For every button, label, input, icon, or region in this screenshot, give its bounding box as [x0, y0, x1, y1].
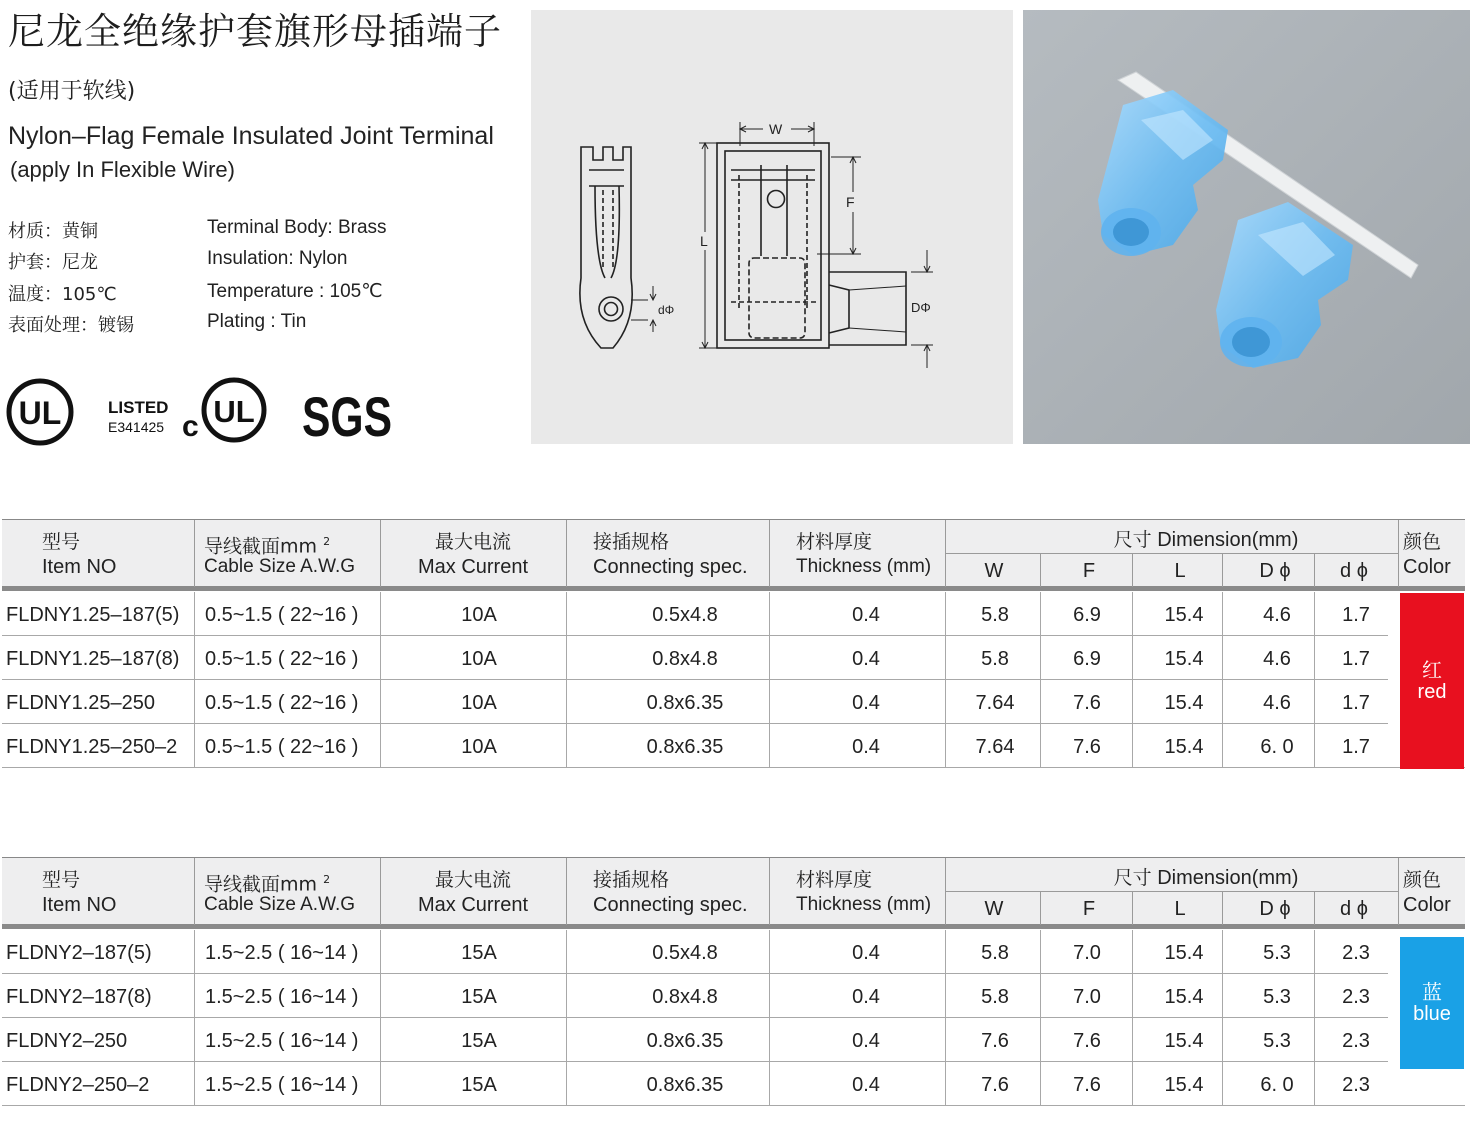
column-separator	[1222, 1018, 1223, 1062]
dim-big-d-cell: 6. 0	[1260, 1074, 1294, 1096]
column-separator	[945, 1018, 946, 1062]
column-separator	[1040, 1062, 1041, 1106]
column-separator	[1222, 680, 1223, 724]
header-separator	[769, 858, 770, 925]
column-separator	[945, 636, 946, 680]
dim-small-d-cell: 2.3	[1342, 942, 1370, 964]
header-cable-sup: 2	[323, 535, 331, 548]
column-separator	[1314, 1018, 1315, 1062]
max-current-cell: 15A	[461, 942, 497, 964]
dim-w-cell: 5.8	[981, 942, 1009, 964]
cable-size-cell: 1.5~2.5 ( 16~14 )	[205, 942, 359, 964]
dim-label-big-d: DΦ	[911, 300, 931, 315]
dim-f-cell: 7.6	[1073, 692, 1101, 714]
header-item-en: Item NO	[42, 894, 117, 916]
dim-small-d-cell: 2.3	[1342, 986, 1370, 1008]
cul-c-letter: c	[182, 410, 199, 443]
column-separator	[194, 1018, 195, 1062]
item-no-cell: FLDNY1.25–187(8)	[6, 648, 180, 670]
column-separator	[769, 636, 770, 680]
header-current-cn: 最大电流	[434, 531, 512, 553]
table-row	[2, 930, 1388, 974]
cable-size-cell: 0.5~1.5 ( 22~16 )	[205, 648, 359, 670]
column-separator	[194, 724, 195, 768]
product-title-en: Nylon–Flag Female Insulated Joint Terminal	[8, 122, 494, 150]
sgs-logo-icon	[300, 382, 395, 448]
header-cable-size	[204, 858, 384, 925]
header-separator	[1398, 520, 1399, 587]
header-dim-small-d: d ϕ	[1340, 898, 1368, 920]
header-separator	[1398, 858, 1399, 925]
column-separator	[566, 724, 567, 768]
column-separator	[380, 930, 381, 974]
ul-logo-text: UL	[18, 395, 62, 431]
cable-size-cell: 0.5~1.5 ( 22~16 )	[205, 736, 359, 758]
header-cable-en: Cable Size A.W.G	[204, 894, 356, 915]
header-dimension	[1114, 525, 1299, 552]
max-current-cell: 15A	[461, 1030, 497, 1052]
listed-number: E341425	[108, 419, 165, 435]
dim-w-cell: 5.8	[981, 648, 1009, 670]
item-no-cell: FLDNY1.25–250–2	[6, 736, 178, 758]
header-dim-w: W	[984, 898, 1004, 920]
cul-ul-text: UL	[213, 394, 255, 429]
dim-f-cell: 6.9	[1073, 604, 1101, 626]
cul-listed-logo-icon	[106, 376, 276, 446]
column-separator	[1132, 1062, 1133, 1106]
cable-size-cell: 0.5~1.5 ( 22~16 )	[205, 692, 359, 714]
column-separator	[769, 724, 770, 768]
header-separator	[1222, 554, 1223, 587]
terminal-photo-illustration	[1023, 10, 1470, 444]
header-connect-cn: 接插规格	[593, 531, 670, 553]
column-separator	[1314, 636, 1315, 680]
header-dim-cn: 尺寸	[1113, 529, 1152, 551]
thickness-cell: 0.4	[852, 692, 880, 714]
column-separator	[1314, 930, 1315, 974]
table-header	[2, 519, 1465, 591]
max-current-cell: 10A	[461, 648, 497, 670]
max-current-cell: 15A	[461, 1074, 497, 1096]
connecting-spec-cell: 0.8x6.35	[646, 1074, 724, 1096]
header-thickness	[796, 520, 946, 587]
dim-big-d-cell: 4.6	[1263, 692, 1291, 714]
connecting-spec-cell: 0.8x6.35	[646, 692, 724, 714]
header-connect-en: Connecting spec.	[593, 556, 748, 578]
header-separator	[1314, 892, 1315, 925]
header-current-cn: 最大电流	[434, 869, 512, 891]
header-separator	[566, 520, 567, 587]
column-separator	[945, 680, 946, 724]
color-label-cn: 红	[1422, 658, 1442, 682]
dim-label-w: W	[769, 121, 783, 137]
header-thick-cn: 材料厚度	[796, 531, 873, 553]
thickness-cell: 0.4	[852, 1074, 880, 1096]
column-separator	[566, 1018, 567, 1062]
column-separator	[945, 974, 946, 1018]
header-cable-size	[204, 520, 384, 587]
header-connect-en: Connecting spec.	[593, 894, 748, 916]
column-separator	[769, 1018, 770, 1062]
column-separator	[1132, 974, 1133, 1018]
column-separator	[194, 636, 195, 680]
product-subtitle-en: (apply In Flexible Wire)	[10, 157, 235, 182]
column-separator	[1222, 592, 1223, 636]
column-separator	[566, 592, 567, 636]
header-max-current	[380, 858, 566, 925]
item-no-cell: FLDNY2–250–2	[6, 1074, 150, 1096]
connecting-spec-cell: 0.8x6.35	[646, 1030, 724, 1052]
max-current-cell: 15A	[461, 986, 497, 1008]
column-separator	[380, 1018, 381, 1062]
column-separator	[380, 974, 381, 1018]
dim-l-cell: 15.4	[1164, 736, 1204, 758]
header-current-en: Max Current	[417, 894, 529, 916]
spec-material-cn: 材质：黄铜	[8, 221, 98, 242]
column-separator	[945, 592, 946, 636]
column-separator	[1314, 680, 1315, 724]
dim-small-d-cell: 1.7	[1342, 604, 1370, 626]
column-separator	[1040, 1018, 1041, 1062]
column-separator	[194, 1062, 195, 1106]
header-thick-cn: 材料厚度	[796, 869, 873, 891]
spec-table-blue	[2, 857, 1465, 1117]
column-separator	[1314, 592, 1315, 636]
header-cable-sup: 2	[323, 873, 331, 886]
terminal-technical-drawing	[531, 10, 1013, 444]
ul-logo-icon	[6, 378, 74, 446]
technical-drawing-panel	[531, 10, 1013, 444]
column-separator	[566, 636, 567, 680]
header-cable-cn: 导线截面mm	[204, 873, 318, 896]
header-dim-l: L	[1174, 560, 1186, 582]
header-item-no	[42, 858, 192, 925]
dim-small-d-cell: 1.7	[1342, 736, 1370, 758]
dimension-divider	[946, 553, 1398, 554]
header-dim-l: L	[1174, 898, 1186, 920]
dim-big-d-cell: 5.3	[1263, 1030, 1291, 1052]
cable-size-cell: 1.5~2.5 ( 16~14 )	[205, 1074, 359, 1096]
dim-big-d-cell: 5.3	[1263, 986, 1291, 1008]
column-separator	[769, 592, 770, 636]
product-title-cn: 尼龙全绝缘护套旗形母插端子	[8, 10, 502, 53]
header-dim-f: F	[1082, 898, 1096, 920]
dim-f-cell: 7.6	[1073, 736, 1101, 758]
spec-temperature-en: Temperature : 105℃	[207, 281, 383, 302]
header-item-en: Item NO	[42, 556, 117, 578]
dim-f-cell: 6.9	[1073, 648, 1101, 670]
column-separator	[1222, 930, 1223, 974]
column-separator	[1040, 724, 1041, 768]
header-color	[1403, 520, 1467, 587]
header-color-en: Color	[1403, 556, 1451, 578]
thickness-cell: 0.4	[852, 604, 880, 626]
header-dim-small-d: d ϕ	[1340, 560, 1368, 582]
header-thickness	[796, 858, 946, 925]
column-separator	[566, 1062, 567, 1106]
header-separator	[194, 858, 195, 925]
header-separator	[945, 520, 946, 587]
dim-big-d-cell: 4.6	[1263, 604, 1291, 626]
header-item-cn: 型号	[42, 531, 81, 553]
column-separator	[1132, 680, 1133, 724]
header-separator	[1132, 554, 1133, 587]
column-separator	[194, 592, 195, 636]
dim-label-small-d: dΦ	[658, 303, 675, 317]
header-separator	[380, 520, 381, 587]
item-no-cell: FLDNY2–187(5)	[6, 942, 152, 964]
header-color-en: Color	[1403, 894, 1451, 916]
column-separator	[945, 1062, 946, 1106]
header-color	[1403, 858, 1467, 925]
column-separator	[566, 974, 567, 1018]
table-row	[2, 680, 1388, 724]
cable-size-cell: 1.5~2.5 ( 16~14 )	[205, 1030, 359, 1052]
item-no-cell: FLDNY1.25–250	[6, 692, 155, 714]
header-separator	[566, 858, 567, 925]
column-separator	[1222, 1062, 1223, 1106]
connecting-spec-cell: 0.8x4.8	[652, 986, 718, 1008]
thickness-cell: 0.4	[852, 1030, 880, 1052]
header-separator	[380, 858, 381, 925]
item-no-cell: FLDNY2–187(8)	[6, 986, 152, 1008]
column-separator	[945, 724, 946, 768]
column-separator	[1040, 930, 1041, 974]
header-dim-cn: 尺寸	[1113, 867, 1152, 889]
column-separator	[566, 680, 567, 724]
column-separator	[1132, 1018, 1133, 1062]
spec-plating-cn: 表面处理：镀锡	[8, 315, 134, 336]
column-separator	[194, 930, 195, 974]
column-separator	[194, 680, 195, 724]
column-separator	[1314, 724, 1315, 768]
column-separator	[380, 636, 381, 680]
dim-w-cell: 7.64	[975, 736, 1015, 758]
dim-w-cell: 7.6	[981, 1074, 1009, 1096]
column-separator	[1040, 974, 1041, 1018]
header-separator	[1040, 554, 1041, 587]
connecting-spec-cell: 0.5x4.8	[652, 604, 718, 626]
dim-small-d-cell: 2.3	[1342, 1030, 1370, 1052]
header-dim-en: Dimension(mm)	[1157, 867, 1299, 889]
spec-plating-en: Plating : Tin	[207, 311, 307, 332]
dim-label-f: F	[846, 194, 855, 210]
header-dim-big-d: D ϕ	[1259, 898, 1291, 920]
thickness-cell: 0.4	[852, 986, 880, 1008]
header-cable-cn: 导线截面mm	[204, 535, 318, 558]
header-thick-en: Thickness (mm)	[796, 894, 932, 915]
dim-small-d-cell: 2.3	[1342, 1074, 1370, 1096]
header-connecting-spec	[593, 858, 769, 925]
table-header	[2, 857, 1465, 929]
header-connect-cn: 接插规格	[593, 869, 670, 891]
header-dim-big-d: D ϕ	[1259, 560, 1291, 582]
column-separator	[769, 974, 770, 1018]
spec-temperature-cn: 温度：105℃	[8, 284, 117, 305]
header-separator	[1132, 892, 1133, 925]
header-item-cn: 型号	[42, 869, 81, 891]
thickness-cell: 0.4	[852, 942, 880, 964]
spec-material-en: Terminal Body: Brass	[207, 217, 387, 238]
column-separator	[380, 680, 381, 724]
column-separator	[1132, 930, 1133, 974]
header-connecting-spec	[593, 520, 769, 587]
dim-big-d-cell: 5.3	[1263, 942, 1291, 964]
header-dimension	[1114, 863, 1299, 890]
dim-w-cell: 7.64	[975, 692, 1015, 714]
column-separator	[1040, 680, 1041, 724]
table-row	[2, 724, 1465, 768]
color-label-en: blue	[1413, 1003, 1451, 1025]
connecting-spec-cell: 0.8x4.8	[652, 648, 718, 670]
column-separator	[1222, 724, 1223, 768]
dim-f-cell: 7.0	[1073, 942, 1101, 964]
column-separator	[380, 724, 381, 768]
column-separator	[1040, 636, 1041, 680]
header-current-en: Max Current	[417, 556, 529, 578]
header-separator	[945, 858, 946, 925]
dimension-divider	[946, 891, 1398, 892]
column-separator	[1132, 724, 1133, 768]
dim-big-d-cell: 6. 0	[1260, 736, 1294, 758]
item-no-cell: FLDNY2–250	[6, 1030, 128, 1052]
header-separator	[1040, 892, 1041, 925]
table-row	[2, 974, 1388, 1018]
column-separator	[1314, 1062, 1315, 1106]
column-separator	[1222, 974, 1223, 1018]
dim-l-cell: 15.4	[1164, 604, 1204, 626]
max-current-cell: 10A	[461, 604, 497, 626]
header-dim-f: F	[1082, 560, 1096, 582]
header-color-cn: 颜色	[1403, 531, 1442, 553]
color-label-cn: 蓝	[1422, 980, 1442, 1004]
header-cable-en: Cable Size A.W.G	[204, 556, 356, 577]
column-separator	[380, 592, 381, 636]
dim-f-cell: 7.0	[1073, 986, 1101, 1008]
header-separator	[1222, 892, 1223, 925]
connecting-spec-cell: 0.5x4.8	[652, 942, 718, 964]
color-label-en: red	[1417, 681, 1447, 703]
color-swatch-cell	[1400, 937, 1464, 1069]
dim-label-l: L	[700, 233, 708, 249]
header-dim-en: Dimension(mm)	[1157, 529, 1299, 551]
column-separator	[566, 930, 567, 974]
header-thick-en: Thickness (mm)	[796, 556, 932, 577]
listed-text: LISTED	[108, 398, 169, 417]
max-current-cell: 10A	[461, 692, 497, 714]
header-separator	[1314, 554, 1315, 587]
table-row	[2, 636, 1388, 680]
column-separator	[769, 680, 770, 724]
dim-small-d-cell: 1.7	[1342, 692, 1370, 714]
column-separator	[1132, 592, 1133, 636]
item-no-cell: FLDNY1.25–187(5)	[6, 604, 180, 626]
thickness-cell: 0.4	[852, 648, 880, 670]
dim-f-cell: 7.6	[1073, 1074, 1101, 1096]
header-color-cn: 颜色	[1403, 869, 1442, 891]
dim-l-cell: 15.4	[1164, 648, 1204, 670]
dim-big-d-cell: 4.6	[1263, 648, 1291, 670]
column-separator	[194, 974, 195, 1018]
header-item-no	[42, 520, 192, 587]
column-separator	[769, 1062, 770, 1106]
sgs-text: SGS	[302, 385, 392, 448]
cable-size-cell: 0.5~1.5 ( 22~16 )	[205, 604, 359, 626]
dim-f-cell: 7.6	[1073, 1030, 1101, 1052]
column-separator	[1222, 636, 1223, 680]
column-separator	[1314, 974, 1315, 1018]
dim-l-cell: 15.4	[1164, 692, 1204, 714]
cable-size-cell: 1.5~2.5 ( 16~14 )	[205, 986, 359, 1008]
column-separator	[1040, 592, 1041, 636]
dim-l-cell: 15.4	[1164, 986, 1204, 1008]
dim-w-cell: 7.6	[981, 1030, 1009, 1052]
product-subtitle-cn: (适用于软线)	[8, 79, 136, 104]
table-row	[2, 1018, 1388, 1062]
spec-table-red	[2, 519, 1465, 771]
header-max-current	[380, 520, 566, 587]
connecting-spec-cell: 0.8x6.35	[646, 736, 724, 758]
product-photo-panel	[1023, 10, 1470, 444]
dim-l-cell: 15.4	[1164, 942, 1204, 964]
header-separator	[194, 520, 195, 587]
dim-w-cell: 5.8	[981, 604, 1009, 626]
dim-w-cell: 5.8	[981, 986, 1009, 1008]
dim-l-cell: 15.4	[1164, 1030, 1204, 1052]
thickness-cell: 0.4	[852, 736, 880, 758]
header-dim-w: W	[984, 560, 1004, 582]
column-separator	[1132, 636, 1133, 680]
table-row	[2, 1062, 1465, 1106]
column-separator	[945, 930, 946, 974]
max-current-cell: 10A	[461, 736, 497, 758]
dim-l-cell: 15.4	[1164, 1074, 1204, 1096]
column-separator	[380, 1062, 381, 1106]
spec-insulation-cn: 护套：尼龙	[8, 252, 98, 273]
table-row	[2, 592, 1388, 636]
spec-insulation-en: Insulation: Nylon	[207, 248, 348, 269]
dim-small-d-cell: 1.7	[1342, 648, 1370, 670]
column-separator	[769, 930, 770, 974]
color-swatch-cell	[1400, 593, 1464, 769]
header-separator	[769, 520, 770, 587]
